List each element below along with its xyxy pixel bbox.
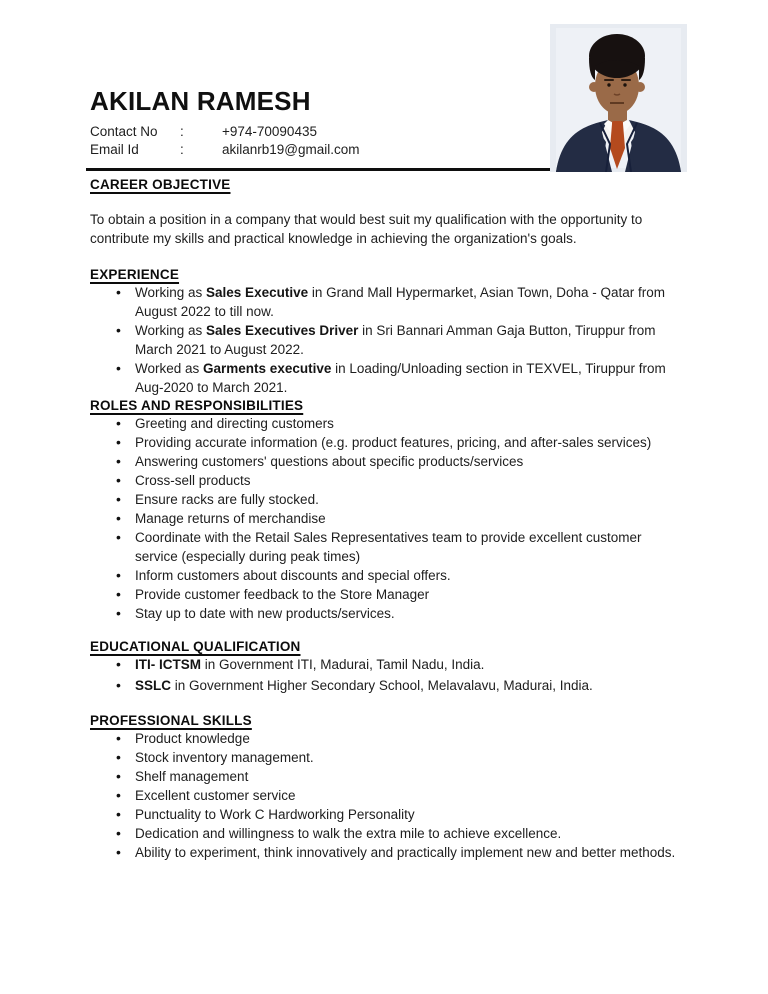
section-heading-roles: ROLES AND RESPONSIBILITIES (90, 398, 304, 413)
list-item: • Answering customers' questions about specific products/services (90, 452, 677, 471)
section-heading-experience: EXPERIENCE (90, 267, 180, 282)
contact-block (90, 123, 360, 159)
list-item: • Dedication and willingness to walk the extra mile to achieve excellence. (90, 824, 677, 843)
list-item (90, 655, 677, 674)
list-item: • Ability to experiment, think innovatively and practically implement new and better methods. (90, 843, 677, 862)
item-text-suffix: in Government Higher Secondary School, Melavalavu, Madurai, India. (171, 678, 593, 693)
item-text-suffix: in Sri Bannari Amman Gaja Button, Tiruppur from March 2021 to August 2022. (135, 323, 656, 357)
item-text-bold: Garments executive (203, 361, 332, 376)
list-item (90, 676, 677, 695)
item-text-prefix: Worked as (135, 361, 204, 376)
contact-value: +974-70090435 (222, 124, 317, 139)
roles-list (90, 414, 677, 623)
contact-separator: : (180, 124, 184, 139)
item-text-suffix: in Loading/Unloading section in TEXVEL, Tiruppur from Aug-2020 to March 2021. (135, 361, 666, 395)
contact-label: Contact No (90, 124, 158, 139)
list-item: • Stock inventory management. (90, 748, 677, 767)
education-list (90, 655, 677, 695)
list-item (90, 283, 677, 321)
item-text-suffix: in Government ITI, Madurai, Tamil Nadu, India. (201, 657, 485, 672)
career-objective-text: To obtain a position in a company that would best suit my qualification with the opportunity to contribute my skills and practical knowledge in achieving the organization's goals. (90, 212, 643, 246)
item-text-bold: Sales Executives Driver (206, 323, 359, 338)
profile-photo (550, 24, 687, 172)
item-text-bold: SSLC (135, 678, 172, 693)
experience-list (90, 283, 677, 397)
person-name: AKILAN RAMESH (90, 86, 311, 116)
item-text-suffix: in Grand Mall Hypermarket, Asian Town, Doha - Qatar from August 2022 to till now. (135, 285, 665, 319)
list-item: • Stay up to date with new products/services. (90, 604, 677, 623)
item-text-prefix: Working as (135, 285, 207, 300)
list-item: • Excellent customer service (90, 786, 677, 805)
resume-body (90, 177, 677, 862)
list-item: • Shelf management (90, 767, 677, 786)
section-heading-career-objective: CAREER OBJECTIVE (90, 177, 231, 192)
contact-label: Email Id (90, 142, 139, 157)
contact-row (90, 141, 360, 159)
contact-row (90, 123, 360, 141)
list-item: • Ensure racks are fully stocked. (90, 490, 677, 509)
item-text-prefix: Working as (135, 323, 207, 338)
list-item: • Coordinate with the Retail Sales Representatives team to provide excellent customer service (especially during peak times) (90, 528, 677, 566)
list-item: • Greeting and directing customers (90, 414, 677, 433)
profile-photo-graphic (550, 24, 687, 172)
section-heading-education: EDUCATIONAL QUALIFICATION (90, 639, 301, 654)
section-heading-skills: PROFESSIONAL SKILLS (90, 713, 252, 728)
list-item: • Providing accurate information (e.g. product features, pricing, and after-sales services) (90, 433, 677, 452)
list-item: • Manage returns of merchandise (90, 509, 677, 528)
list-item: • Cross-sell products (90, 471, 677, 490)
list-item (90, 321, 677, 359)
list-item: • Punctuality to Work C Hardworking Personality (90, 805, 677, 824)
list-item: • Product knowledge (90, 729, 677, 748)
contact-value: akilanrb19@gmail.com (222, 142, 360, 157)
item-text-bold: ITI- ICTSM (135, 657, 201, 672)
list-item (90, 359, 677, 397)
list-item: • Inform customers about discounts and special offers. (90, 566, 677, 585)
list-item: • Provide customer feedback to the Store Manager (90, 585, 677, 604)
contact-separator: : (180, 142, 184, 157)
item-text-bold: Sales Executive (206, 285, 309, 300)
skills-list (90, 729, 677, 862)
